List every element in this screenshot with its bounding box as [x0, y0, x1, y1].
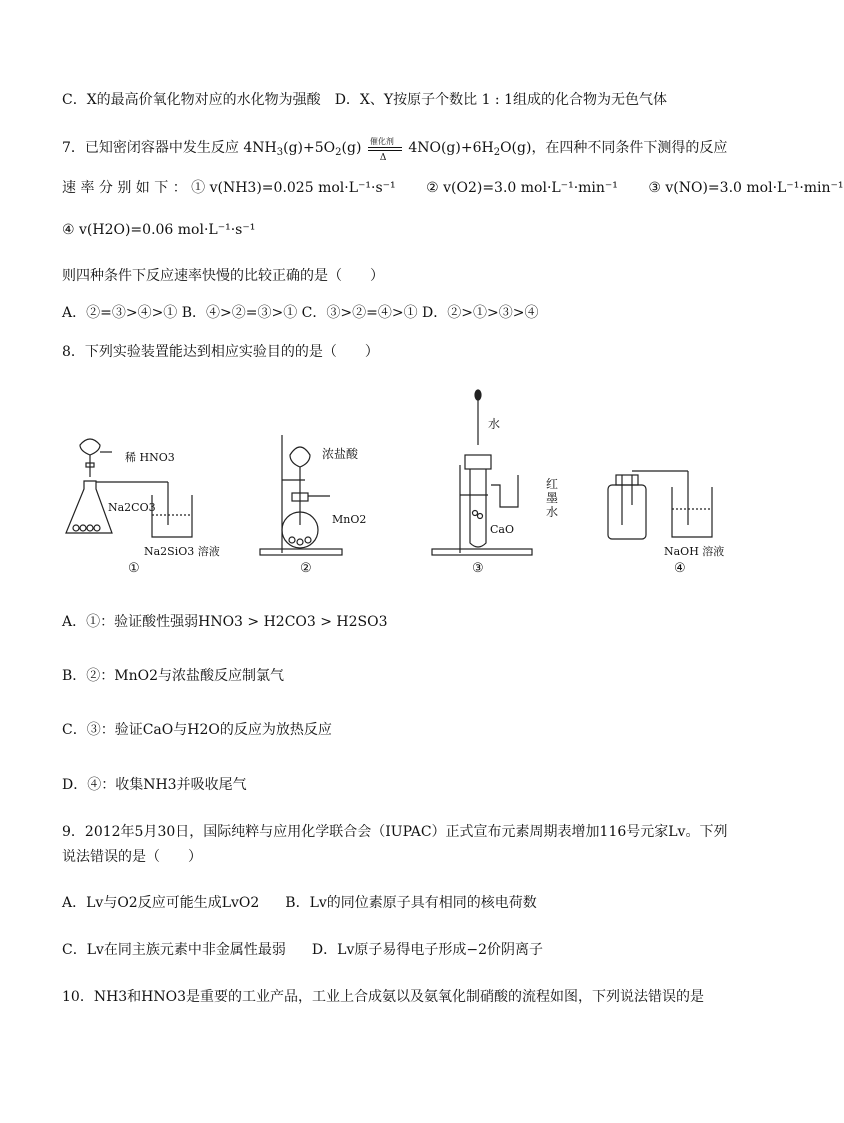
q7-options: A．②=③>④>① B．④>②=③>① C．③>②=④>① D．②>①>③>④	[62, 305, 539, 321]
q7-reaction-rhs: $4NO(g)+6H_2O(g)$	[408, 140, 532, 158]
a3-red-label-2: 墨	[546, 491, 559, 505]
q7-stem-prefix: 7．已知密闭容器中发生反应	[62, 140, 239, 156]
q7-stem-line	[62, 138, 727, 163]
q8-stem: 8．下列实验装置能达到相应实验目的的是（ ）	[62, 344, 379, 360]
q9-stem-line2: 说法错误的是（ ）	[62, 849, 202, 865]
q7-cond4: ④ v(H2O)=0.06 mol·L⁻¹·s⁻¹	[62, 222, 256, 238]
a2-hcl-label: 浓盐酸	[322, 447, 359, 461]
apparatus-3	[432, 390, 532, 555]
q8-option-b: B．②：MnO2与浓盐酸反应制氯气	[62, 668, 285, 684]
q7-cond2: ② v(O2)=3.0 mol·L⁻¹·min⁻¹	[426, 180, 618, 196]
q7-cond1: ① v(NH3)=0.025 mol·L⁻¹·s⁻¹	[191, 180, 396, 196]
q7-line3	[62, 220, 255, 240]
q8-option-c: C．③：验证CaO与H2O的反应为放热反应	[62, 722, 332, 738]
q9-options-cd	[62, 940, 543, 960]
q7-stem-suffix: ，在四种不同条件下测得的反应	[531, 140, 728, 156]
q10-stem: 10．NH3和HNO3是重要的工业产品，工业上合成氨以及氨氧化制硝酸的流程如图，下列说法错误的是	[62, 989, 705, 1005]
q9-option-b: B．Lv的同位素原子具有相同的核电荷数	[285, 895, 537, 911]
a3-cao-label: CaO	[490, 523, 514, 536]
a4-naoh-label: NaOH 溶液	[664, 545, 725, 558]
a3-red-label-3: 水	[546, 505, 559, 519]
a1-acid-label: 稀 HNO3	[125, 451, 175, 464]
a2-mno2-label: MnO2	[332, 513, 367, 526]
q7-line2-prefix: 速 率 分 别 如 下 ：	[62, 180, 187, 196]
q7-reaction-lhs: $4NH_3(g)+5O_2(g)$	[243, 140, 362, 158]
q7-question: 则四种条件下反应速率快慢的比较正确的是（ ）	[62, 268, 384, 284]
q7-line2	[62, 178, 844, 198]
q8-option-a: A．①：验证酸性强弱HNO3 > H2CO3 > H2SO3	[62, 614, 388, 630]
a1-na2sio3-label: Na2SiO3 溶液	[144, 545, 220, 558]
a2-number: ②	[300, 561, 312, 576]
q7-cond3: ③ v(NO)=3.0 mol·L⁻¹·min⁻¹	[648, 180, 844, 196]
q8-option-d: D．④：收集NH3并吸收尾气	[62, 777, 247, 793]
a1-na2co3-label: Na2CO3	[108, 501, 156, 514]
q6-option-d: D．X、Y按原子个数比 1 : 1组成的化合物为无色气体	[334, 92, 668, 108]
q9-option-d: D．Lv原子易得电子形成−2价阴离子	[311, 942, 543, 958]
q6-option-c-line	[62, 90, 667, 110]
q9-options-ab	[62, 893, 537, 913]
a3-red-label-1: 红	[546, 477, 559, 491]
a3-water-label: 水	[488, 417, 501, 431]
a1-number: ①	[128, 561, 140, 576]
apparatus-4	[608, 471, 712, 539]
q9-option-a: A．Lv与O2反应可能生成LvO2	[62, 895, 260, 911]
q7-reaction-arrow	[366, 137, 404, 163]
a3-number: ③	[472, 561, 484, 576]
q8-apparatus-figure	[60, 385, 740, 580]
q9-option-c: C．Lv在同主族元素中非金属性最弱	[62, 942, 286, 958]
a4-number: ④	[674, 561, 686, 576]
q9-stem-line1: 9．2012年5月30日，国际纯粹与应用化学联合会（IUPAC）正式宣布元素周期表增加116号元家Lv。下列	[62, 824, 728, 840]
q6-option-c: C．X的最高价氧化物对应的水化物为强酸	[62, 92, 321, 108]
q7-catalyst-label: 催化剂	[369, 137, 394, 146]
q7-heat-label: Δ	[379, 153, 387, 163]
